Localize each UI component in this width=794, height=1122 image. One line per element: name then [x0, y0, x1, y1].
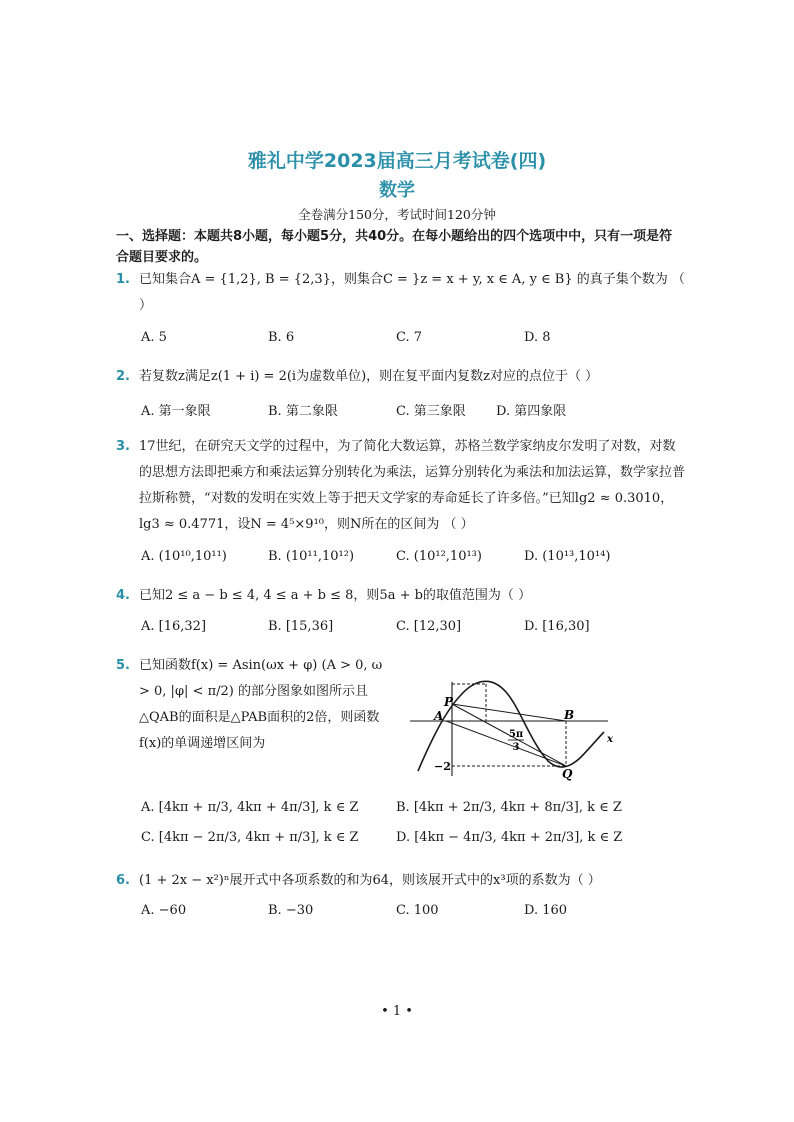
point-p-label: P: [444, 695, 454, 709]
option-b[interactable]: B. [15,36]: [268, 619, 334, 634]
exam-title: 雅礼中学2023届高三月考试卷(四): [247, 150, 547, 172]
question-text: 已知2 ≤ a − b ≤ 4, 4 ≤ a + b ≤ 8，则5a + b的取值范围为（ ）: [139, 588, 532, 603]
option-a[interactable]: A. −60: [141, 903, 187, 918]
sine-graph-figure: [408, 676, 613, 782]
option-c[interactable]: C. 100: [396, 903, 439, 918]
point-q-label: Q: [562, 767, 573, 781]
question-text: 已知集合A = {1,2}, B = {2,3}，则集合C = }z = x + y, x ∈ A, y ∈ B} 的真子集个数为 （ ）: [139, 272, 685, 313]
option-a[interactable]: A. 5: [141, 330, 167, 345]
segment-aq: [446, 721, 566, 766]
exam-meta: 全卷满分150分，考试时间120分钟: [298, 207, 496, 222]
x-axis-label: x: [607, 734, 613, 745]
option-b[interactable]: B. 6: [268, 330, 295, 345]
fraction-denominator: 3: [512, 742, 520, 753]
option-c[interactable]: C. 7: [396, 330, 423, 345]
option-b[interactable]: B. (10¹¹,10¹²): [268, 549, 355, 564]
page-number: • 1 •: [381, 1004, 413, 1019]
option-b[interactable]: B. [4kπ + 2π/3, 4kπ + 8π/3], k ∈ Z: [396, 800, 622, 815]
question-4: [116, 583, 686, 609]
question-number: 5.: [116, 658, 130, 673]
question-3: [116, 434, 686, 538]
option-d[interactable]: D. [4kπ − 4π/3, 4kπ + 2π/3], k ∈ Z: [396, 830, 623, 845]
question-5: [116, 653, 391, 757]
option-b[interactable]: B. 第二象限: [268, 404, 338, 419]
segment-pb: [452, 704, 566, 721]
neg2-label: −2: [434, 760, 451, 773]
question-text: 已知函数f(x) = Asin(ωx + φ) (A > 0, ω > 0, |φ| < π/2) 的部分图象如图所示且△QAB的面积是△PAB面积的2倍，则函数f(x)的单调递增区间为: [139, 658, 383, 751]
option-c[interactable]: C. [12,30]: [396, 619, 462, 634]
question-number: 1.: [116, 272, 130, 287]
option-a[interactable]: A. (10¹⁰,10¹¹): [141, 549, 227, 564]
question-text: 17世纪，在研究天文学的过程中，为了简化大数运算，苏格兰数学家纳皮尔发明了对数，对数的思想方法即把乘方和乘法运算分别转化为乘法，运算分别转化为乘法和加法运算，数学家拉普拉斯称赞，“对数的发明在实效上等于把天文学家的寿命延长了许多倍。”已知lg2 ≈ 0.3010，lg3 ≈ 0.4771，设N = 4⁵×9¹⁰，则N所在的区间为 （ ）: [139, 439, 686, 532]
option-a[interactable]: A. 第一象限: [141, 404, 211, 419]
question-number: 3.: [116, 439, 130, 454]
option-d[interactable]: D. [16,30]: [524, 619, 590, 634]
option-c[interactable]: C. [4kπ − 2π/3, 4kπ + π/3], k ∈ Z: [141, 830, 359, 845]
point-b-label: B: [564, 708, 575, 722]
question-number: 2.: [116, 369, 130, 384]
question-text: 若复数z满足z(1 + i) = 2(i为虚数单位)，则在复平面内复数z对应的点位于（ ）: [139, 369, 599, 384]
exam-subject: 数学: [379, 180, 415, 201]
question-1: [116, 267, 686, 319]
option-d[interactable]: D. 160: [524, 903, 568, 918]
option-a[interactable]: A. [16,32]: [141, 619, 207, 634]
question-text: (1 + 2x − x²)ⁿ展开式中各项系数的和为64，则该展开式中的x³项的系数为（ ）: [139, 873, 601, 888]
question-number: 6.: [116, 873, 130, 888]
section-heading: 一、选择题：本题共8小题，每小题5分，共40分。在每小题给出的四个选项中中，只有一项是符合题目要求的。: [116, 229, 673, 265]
fraction-numerator: 5π: [508, 729, 524, 740]
question-number: 4.: [116, 588, 130, 603]
question-2: [116, 364, 686, 390]
option-d[interactable]: D. 8: [524, 330, 551, 345]
question-6: [116, 868, 686, 894]
option-b[interactable]: B. −30: [268, 903, 314, 918]
point-a-label: A: [434, 709, 444, 723]
option-c[interactable]: C. (10¹²,10¹³): [396, 549, 482, 564]
option-c[interactable]: C. 第三象限: [396, 404, 466, 419]
option-a[interactable]: A. [4kπ + π/3, 4kπ + 4π/3], k ∈ Z: [141, 800, 359, 815]
option-d[interactable]: D. 第四象限: [496, 404, 567, 419]
option-d[interactable]: D. (10¹³,10¹⁴): [524, 549, 611, 564]
